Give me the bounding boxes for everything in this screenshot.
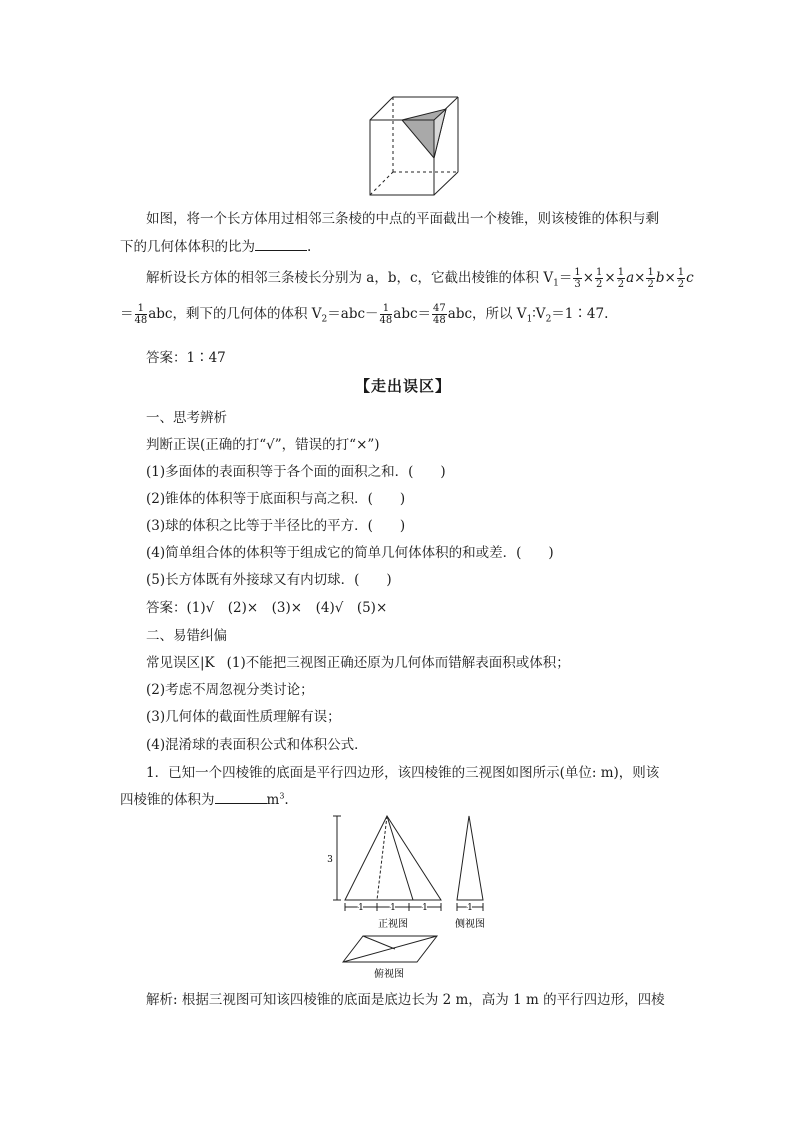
solution1-line1: 解析设长方体的相邻三条棱长分别为 a，b，c，它截出棱锥的体积 $V_1=$ $\frac{1}{3}$ × $\frac{1}{2}$ × $\frac{1}{2}$ a× $\frac{1}{2}$ b× $\frac{1}{2}$ c: [146, 267, 694, 290]
judge-item-1: (1)多面体的表面积等于各个面的面积之和．( ): [146, 464, 446, 480]
frac-den: 2: [596, 279, 603, 290]
side-view-caption: 侧视图: [455, 919, 485, 930]
solution1-text: ＝abc－: [327, 306, 379, 322]
problem1-text: [146, 207, 659, 227]
solution1-line2: ＝ $\frac{1}{48}$ abc，剩下的几何体的体积 $V_2=abc-$ $\frac{1}{48}$ abc＝ $\frac{47}{48}$ abc，所以 $V_1∶V_2=1∶47$.: [120, 303, 609, 326]
problem1-line1: 如图，将一个长方体用过相邻三条棱的中点的平面截出一个棱锥，则该棱锥的体积与剩: [146, 211, 659, 227]
fraction-1-3: [573, 267, 581, 290]
judge-item-2: (2)锥体的体积等于底面积与高之积．( ): [146, 491, 406, 507]
problem2-text: 四棱锥的体积为: [120, 792, 215, 808]
judge-item-3: (3)球的体积之比等于半径比的平方．( ): [146, 518, 406, 534]
frac-den: 48: [379, 315, 393, 326]
frac-num: 1: [380, 303, 393, 315]
part1-intro: 判断正误(正确的打“√”，错误的打“×”): [146, 437, 380, 453]
part1-heading: 一、思考辨析: [146, 410, 227, 426]
solution1-text: abc＝: [393, 306, 432, 322]
problem2-line2: [120, 788, 289, 808]
frac-den: 2: [647, 279, 654, 290]
section-title: 【走出误区】: [355, 377, 452, 395]
mistake-item-4: (4)混淆球的表面积公式和体积公式．: [146, 737, 368, 753]
fraction-1-2: [595, 267, 603, 290]
problem1-text2b: .: [307, 239, 312, 255]
fraction-1-48: [380, 303, 393, 326]
solution2-line1: 解析: 根据三视图可知该四棱锥的底面是底边长为 2 m，高为 1 m 的平行四边形，四棱: [146, 992, 665, 1008]
cuboid-figure: [360, 92, 464, 200]
mistake-item-1: (1)不能把三视图正确还原为几何体而错解表面积或体积；: [226, 655, 570, 671]
frac-den: 48: [433, 315, 446, 326]
frac-den: 48: [134, 315, 148, 326]
frac-num: 1: [617, 267, 625, 278]
solution1-text: abc，所以 V: [447, 306, 527, 322]
front-view-caption: 正视图: [378, 919, 408, 930]
frac-den: 3: [574, 279, 581, 290]
top-view-caption: 俯视图: [374, 969, 404, 980]
fraction-1-48: [135, 303, 148, 326]
part1-answer: 答案：(1)√ (2)× (3)× (4)√ (5)×: [146, 600, 388, 616]
three-view-figure: [325, 810, 495, 982]
answer1: 答案：1∶47: [146, 350, 226, 366]
problem2-line1: 1．已知一个四棱锥的底面是平行四边形，该四棱锥的三视图如图所示(单位: m)，则该: [146, 765, 660, 781]
solution-label: 解析: [146, 270, 173, 286]
eq-sign: ＝: [558, 270, 573, 286]
frac-num: 1: [135, 303, 148, 315]
common-mistakes-label: 常见误区|K: [146, 655, 215, 671]
judge-item-4: (4)简单组合体的体积等于组成它的简单几何体体积的和或差．( ): [146, 545, 554, 561]
frac-num: 1: [596, 267, 603, 278]
answer-blank: [255, 238, 307, 251]
fraction-47-48: [432, 303, 447, 326]
mistake-item-2: (2)考虑不周忽视分类讨论；: [146, 682, 314, 698]
part2-heading: 二、易错纠偏: [146, 628, 227, 644]
fraction-1-2: [617, 267, 625, 290]
eq-sign: ＝: [120, 306, 134, 322]
frac-den: 2: [617, 279, 625, 290]
mistake-item-3: (3)几何体的截面性质理解有误；: [146, 709, 341, 725]
base-label-1: 1: [358, 903, 364, 913]
frac-num: 1: [647, 267, 654, 278]
fraction-1-2: [677, 267, 685, 290]
unit-m: m: [266, 792, 280, 808]
answer-blank: [215, 791, 267, 804]
side-width-label: 1: [467, 903, 473, 913]
fraction-1-2: [646, 267, 654, 290]
frac-num: 1: [574, 267, 581, 278]
solution1-text: abc，剩下的几何体的体积 V: [148, 306, 322, 322]
frac-num: 47: [433, 303, 446, 314]
solution1-text: ∶V: [532, 306, 546, 322]
base-label-3: 1: [422, 903, 428, 913]
frac-num: 1: [677, 267, 685, 278]
part2-line1: [146, 651, 570, 671]
height-label: 3: [327, 855, 333, 865]
base-label-2: 1: [390, 903, 396, 913]
period: .: [284, 792, 289, 808]
problem1-line2: [120, 235, 311, 255]
solution1-text: ＝1∶47.: [551, 306, 609, 322]
problem1-text2a: 下的几何体体积的比为: [120, 239, 255, 255]
frac-den: 2: [677, 279, 685, 290]
judge-item-5: (5)长方体既有外接球又有内切球．( ): [146, 572, 392, 588]
unit-exponent: 3: [279, 791, 285, 801]
solution1-text: 设长方体的相邻三条棱长分别为 a，b，c，它截出棱锥的体积 V: [173, 270, 554, 286]
